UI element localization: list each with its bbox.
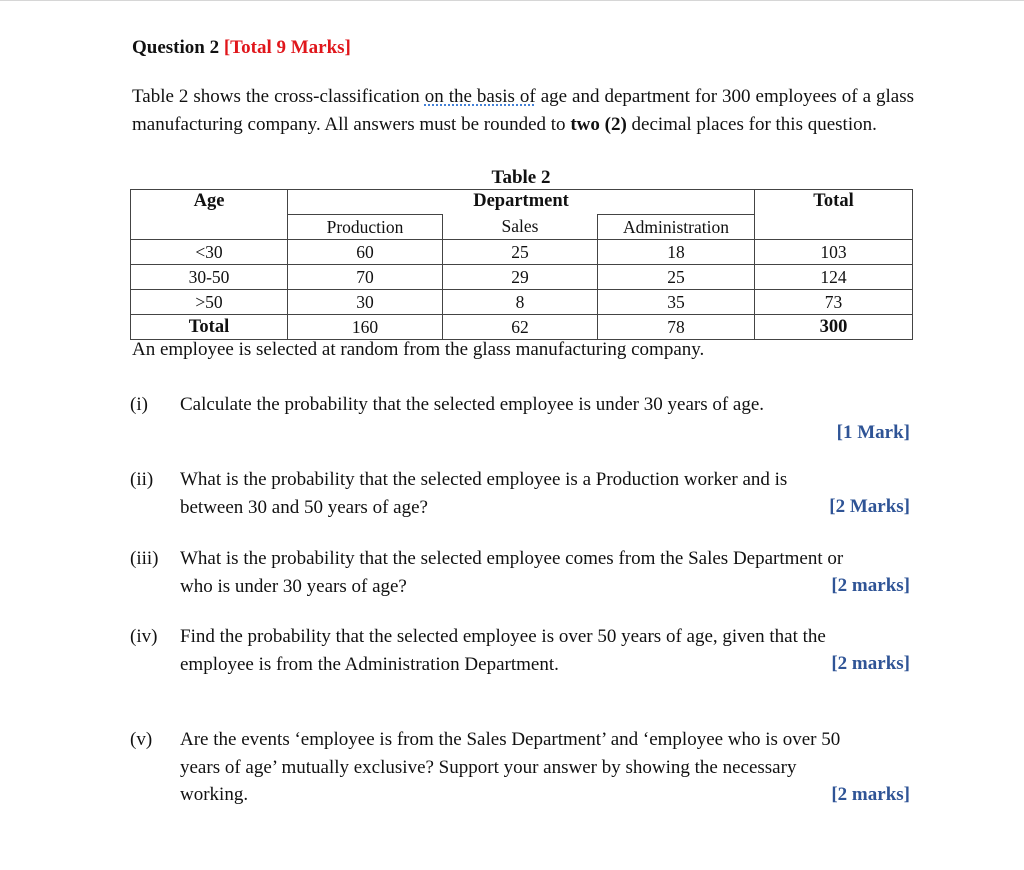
question-marks: [1 Mark] [836, 422, 910, 443]
question-number: (i) [130, 394, 148, 415]
total-row-label: Total [131, 315, 288, 340]
intro-paragraph [132, 83, 914, 138]
question-marks: [2 marks] [831, 575, 910, 596]
question-heading [132, 37, 351, 59]
intro-text-3: decimal places for this question. [626, 113, 877, 135]
intro-text-1: Table 2 shows the cross-classification [132, 86, 425, 107]
total-sales: 62 [443, 315, 598, 340]
question-text-block [180, 545, 910, 600]
cell-administration: 35 [598, 290, 755, 315]
table-total-row [131, 315, 913, 340]
question-text-block [180, 466, 910, 521]
cross-classification-table [130, 189, 913, 340]
question-number: (ii) [130, 469, 154, 490]
question-text-line: who is under 30 years of age? [180, 575, 407, 597]
total-administration: 78 [598, 315, 755, 340]
cell-production: 70 [288, 265, 443, 290]
row-age-label: 30-50 [131, 265, 288, 290]
cell-administration: 25 [598, 265, 755, 290]
question-number: (iv) [130, 626, 158, 647]
question-text-line: employee is from the Administration Department. [180, 653, 559, 675]
question-marks: [2 marks] [831, 653, 910, 674]
question-number: (v) [130, 729, 153, 750]
cell-row-total: 124 [755, 265, 913, 290]
total-header: Total [755, 190, 913, 240]
age-header: Age [131, 190, 288, 240]
grand-total: 300 [755, 315, 913, 340]
column-header-administration: Administration [598, 215, 755, 240]
question-title: Question 2 [132, 37, 220, 58]
question-text-block [180, 726, 910, 809]
table-row [131, 240, 913, 265]
question-text-line: What is the probability that the selected employee comes from the Sales Department or [180, 548, 844, 569]
table-row [131, 265, 913, 290]
column-header-production: Production [288, 215, 443, 240]
total-production: 160 [288, 315, 443, 340]
question-i [130, 391, 910, 451]
question-ii [130, 466, 910, 526]
column-header-sales: Sales [443, 215, 598, 240]
question-text-line: Find the probability that the selected employee is over 50 years of age, given that the [180, 626, 826, 647]
question-text-line: years of age’ mutually exclusive? Support your answer by showing the necessary [180, 756, 797, 778]
cell-production: 30 [288, 290, 443, 315]
question-v [130, 726, 910, 811]
question-text-line: Are the events ‘employee is from the Sales Department’ and ‘employee who is over 50 [180, 729, 841, 750]
intro-bold-phrase: two (2) [570, 113, 627, 135]
question-marks: [2 marks] [831, 784, 910, 805]
cell-sales: 29 [443, 265, 598, 290]
cell-row-total: 103 [755, 240, 913, 265]
row-age-label: >50 [131, 290, 288, 315]
question-iv [130, 623, 910, 683]
table-row [131, 290, 913, 315]
cell-production: 60 [288, 240, 443, 265]
selection-statement: An employee is selected at random from the glass manufacturing company. [132, 339, 705, 360]
question-text: Calculate the probability that the selected employee is under 30 years of age. [180, 394, 765, 415]
question-iii [130, 545, 910, 605]
cell-row-total: 73 [755, 290, 913, 315]
row-age-label: <30 [131, 240, 288, 265]
question-text-line: What is the probability that the selected employee is a Production worker and is [180, 469, 788, 490]
intro-text-2: age and department for 300 employees of a glass manufacturing company. All answers must be rounded to [132, 86, 914, 135]
cell-sales: 8 [443, 290, 598, 315]
cell-sales: 25 [443, 240, 598, 265]
question-text-block [180, 623, 910, 678]
intro-dotted-phrase: on the basis of [424, 86, 536, 107]
question-total-marks: [Total 9 Marks] [223, 37, 351, 58]
department-header: Department [288, 190, 755, 215]
question-marks: [2 Marks] [829, 496, 910, 517]
table-caption: Table 2 [491, 167, 551, 188]
table-header-row [131, 190, 913, 215]
question-text-line: working. [180, 784, 249, 805]
cell-administration: 18 [598, 240, 755, 265]
question-text-line: between 30 and 50 years of age? [180, 496, 428, 518]
question-number: (iii) [130, 548, 159, 569]
